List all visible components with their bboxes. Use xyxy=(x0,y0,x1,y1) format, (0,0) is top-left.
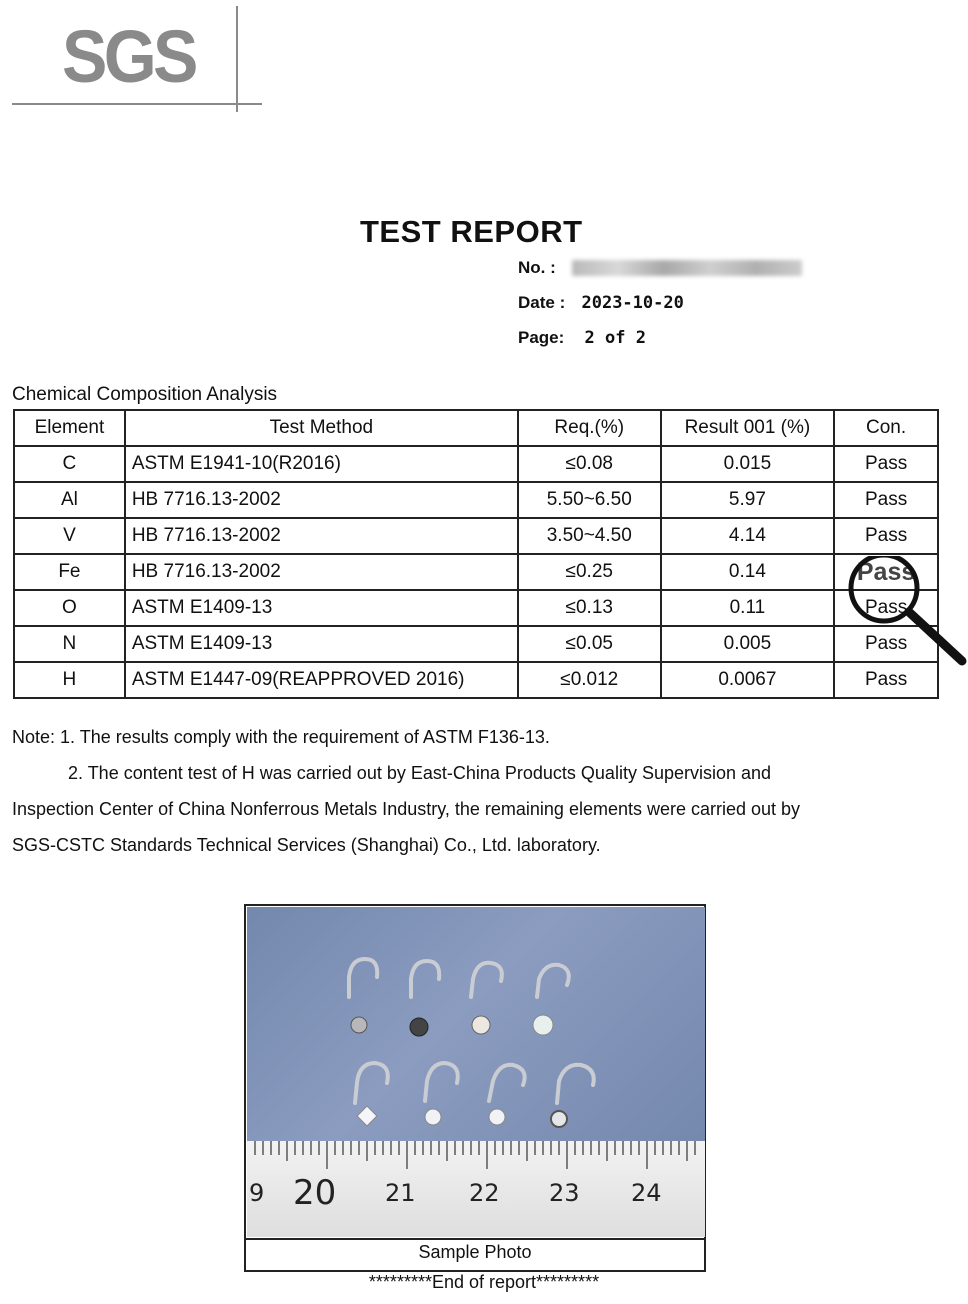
note-line-4: SGS-CSTC Standards Technical Services (Shanghai) Co., Ltd. laboratory. xyxy=(12,835,601,855)
cell-conclusion: Pass xyxy=(834,482,938,518)
report-number xyxy=(518,258,802,278)
nose-studs-image xyxy=(247,907,705,1141)
header-test-method: Test Method xyxy=(125,410,518,446)
table-row xyxy=(14,554,938,590)
report-number-redacted xyxy=(572,260,802,276)
table-header-row xyxy=(14,410,938,446)
table-row xyxy=(14,518,938,554)
logo-vertical-line xyxy=(236,6,238,112)
table-row xyxy=(14,482,938,518)
cell-method: ASTM E1447-09(REAPPROVED 2016) xyxy=(125,662,518,698)
cell-method: ASTM E1941-10(R2016) xyxy=(125,446,518,482)
ruler-label: 23 xyxy=(549,1179,580,1207)
table-row xyxy=(14,626,938,662)
report-page xyxy=(518,328,646,348)
cell-requirement: ≤0.05 xyxy=(518,626,661,662)
table-row xyxy=(14,590,938,626)
report-date-value: 2023-10-20 xyxy=(581,293,684,313)
table-row xyxy=(14,662,938,698)
note-line-2: 2. The content test of H was carried out by East-China Products Quality Supervision and xyxy=(68,763,772,783)
cell-result: 5.97 xyxy=(661,482,835,518)
header-conclusion: Con. xyxy=(834,410,938,446)
cell-element: C xyxy=(14,446,125,482)
cell-method: HB 7716.13-2002 xyxy=(125,482,518,518)
cell-requirement: 3.50~4.50 xyxy=(518,518,661,554)
cell-conclusion: Pass xyxy=(834,626,938,662)
header-requirement: Req.(%) xyxy=(518,410,661,446)
report-title: TEST REPORT xyxy=(360,214,583,249)
cell-result: 0.005 xyxy=(661,626,835,662)
cell-requirement: ≤0.08 xyxy=(518,446,661,482)
cell-conclusion: Pass xyxy=(834,446,938,482)
cell-method: ASTM E1409-13 xyxy=(125,626,518,662)
sample-photo xyxy=(247,907,705,1237)
report-page-value: 2 of 2 xyxy=(584,328,646,348)
ruler-label: 20 xyxy=(293,1173,337,1213)
header-element: Element xyxy=(14,410,125,446)
ruler xyxy=(247,1141,705,1237)
cell-conclusion: Pass xyxy=(834,662,938,698)
sample-photo-frame xyxy=(244,904,706,1272)
cell-element: N xyxy=(14,626,125,662)
ruler-label: 21 xyxy=(385,1179,416,1207)
header-result: Result 001 (%) xyxy=(661,410,835,446)
ruler-label: 24 xyxy=(631,1179,662,1207)
ruler-label: 22 xyxy=(469,1179,500,1207)
composition-table xyxy=(13,409,939,699)
cell-method: ASTM E1409-13 xyxy=(125,590,518,626)
report-date-label: Date : xyxy=(518,293,566,312)
cell-method: HB 7716.13-2002 xyxy=(125,518,518,554)
cell-element: H xyxy=(14,662,125,698)
cell-requirement: ≤0.25 xyxy=(518,554,661,590)
cell-result: 0.015 xyxy=(661,446,835,482)
note-line-1: Note: 1. The results comply with the requirement of ASTM F136-13. xyxy=(12,727,550,747)
cell-requirement: 5.50~6.50 xyxy=(518,482,661,518)
caption-divider xyxy=(246,1238,704,1240)
ruler-label: 9 xyxy=(249,1179,265,1207)
cell-conclusion: Pass xyxy=(834,590,938,626)
end-of-report: *********End of report********* xyxy=(368,1272,600,1292)
sgs-logo xyxy=(12,6,262,106)
report-number-label: No. : xyxy=(518,258,556,277)
note-line-3: Inspection Center of China Nonferrous Metals Industry, the remaining elements were carried out by xyxy=(12,799,801,819)
cell-result: 0.11 xyxy=(661,590,835,626)
cell-element: V xyxy=(14,518,125,554)
cell-result: 4.14 xyxy=(661,518,835,554)
logo-text: SGS xyxy=(62,15,195,98)
cell-requirement: ≤0.012 xyxy=(518,662,661,698)
cell-element: Fe xyxy=(14,554,125,590)
ruler-ticks xyxy=(247,1141,705,1177)
cell-conclusion-highlighted: Pass xyxy=(834,554,938,590)
magnifier-icon xyxy=(848,556,968,668)
table-row xyxy=(14,446,938,482)
logo-horizontal-line xyxy=(12,103,262,105)
cell-element: Al xyxy=(14,482,125,518)
cell-conclusion: Pass xyxy=(834,518,938,554)
report-page-label: Page: xyxy=(518,328,565,347)
photo-caption: Sample Photo xyxy=(418,1242,532,1262)
cell-result: 0.14 xyxy=(661,554,835,590)
cell-requirement: ≤0.13 xyxy=(518,590,661,626)
report-date xyxy=(518,293,684,313)
cell-element: O xyxy=(14,590,125,626)
cell-method: HB 7716.13-2002 xyxy=(125,554,518,590)
section-title: Chemical Composition Analysis xyxy=(12,384,278,405)
cell-result: 0.0067 xyxy=(661,662,835,698)
